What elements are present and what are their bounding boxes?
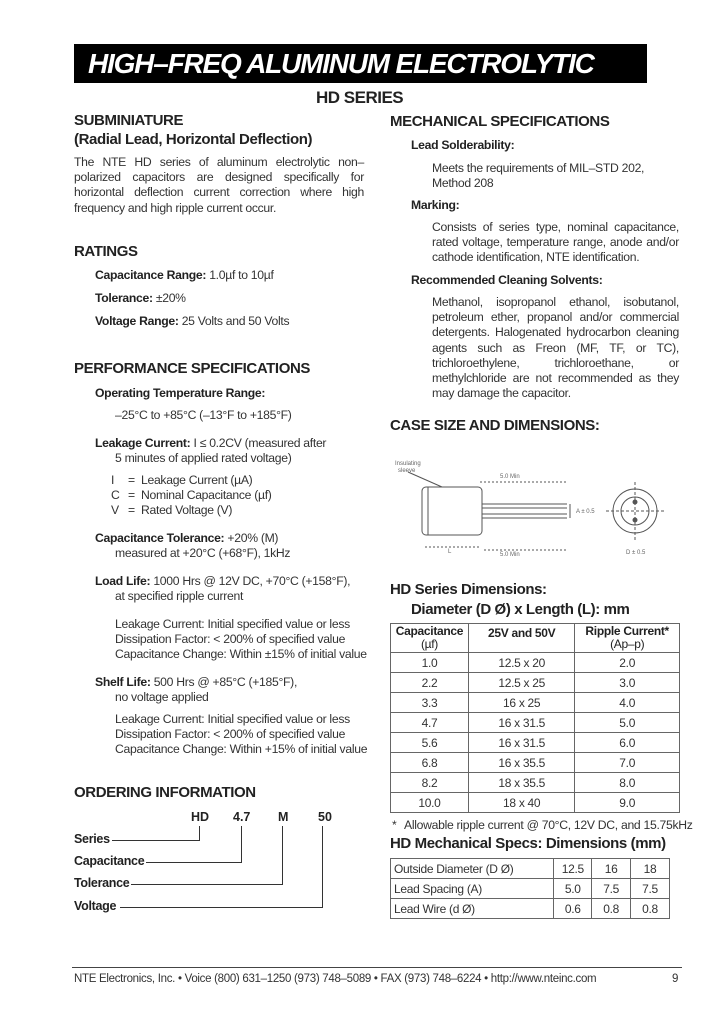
dimensions-row [391, 713, 680, 733]
load-cap-change: Capacitance Change: Within ±15% of initial value [115, 647, 367, 661]
size-cell: 16 x 31.5 [468, 733, 574, 753]
size-cell: 16 x 25 [468, 693, 574, 713]
ripple-cell: 5.0 [575, 713, 680, 733]
load-leakage: Leakage Current: Initial specified value or less [115, 617, 350, 631]
dimensions-heading-1: HD Series Dimensions: [390, 581, 547, 598]
dimensions-table [390, 623, 680, 813]
leakage-value: I ≤ 0.2CV (measured after [193, 436, 327, 450]
leakage-symbol-i: I [111, 473, 115, 487]
cleaning-text: Methanol, isopropanol ethanol, isobutanol, petroleum ether, propanol and/or commercial detergents. Halogenated hydrocarbon cleaning agents such as Freon (MF, TF, or TC), trichloroethylene, trichloroethane, or methylchloride are not recommended as they may damage the capacitor. [432, 295, 679, 401]
subminiature-subheading: (Radial Lead, Horizontal Deflection) [74, 131, 313, 148]
order-leader-series-vert [199, 826, 200, 841]
capacitance-cell: 2.2 [391, 673, 469, 693]
cap-tol-value: +20% (M) [227, 531, 279, 545]
svg-text:Insulating: Insulating [395, 461, 421, 467]
capacitance-cell: 6.8 [391, 753, 469, 773]
svg-text:5.0 Min: 5.0 Min [500, 552, 520, 558]
ripple-cell: 9.0 [575, 793, 680, 813]
svg-text:D ± 0.5: D ± 0.5 [626, 550, 646, 556]
mechanical-value-cell: 0.8 [631, 899, 670, 919]
header-ripple: Ripple Current* (Ap–p) [575, 624, 680, 653]
dimensions-row [391, 793, 680, 813]
shelf-life-label: Shelf Life: [95, 675, 151, 689]
footnote-star: * [392, 818, 397, 832]
ripple-cell: 4.0 [575, 693, 680, 713]
ripple-footnote: Allowable ripple current @ 70°C, 12V DC, and 15.75kHz [404, 818, 693, 832]
leakage-current [95, 436, 326, 451]
mechanical-value-cell: 5.0 [554, 879, 592, 899]
leakage-symbol-c: C [111, 488, 120, 502]
capacitance-cell: 4.7 [391, 713, 469, 733]
svg-text:5.0 Min: 5.0 Min [500, 474, 520, 480]
mechanical-label-cell: Lead Spacing (A) [391, 879, 554, 899]
capacitance-range [95, 268, 274, 283]
tolerance [95, 291, 186, 306]
voltage-range [95, 314, 289, 329]
mechanical-row [391, 899, 670, 919]
page-number: 9 [672, 973, 679, 985]
ratings-heading: RATINGS [74, 243, 138, 260]
lead-solderability-label: Lead Solderability: [411, 138, 515, 152]
order-code-capacitance: 4.7 [233, 810, 251, 824]
header-capacitance: Capacitance (µf) [391, 624, 469, 653]
shelf-cap-change: Capacitance Change: Within +15% of initial value [115, 742, 368, 756]
order-code-tolerance: M [278, 810, 289, 824]
marking-text: Consists of series type, nominal capacitance, rated voltage, temperature range, anode and/or cathode identification, NTE identification. [432, 220, 679, 265]
capacitance-cell: 8.2 [391, 773, 469, 793]
mechanical-label-cell: Outside Diameter (D Ø) [391, 859, 554, 879]
capacitance-cell: 3.3 [391, 693, 469, 713]
cap-tol-label: Capacitance Tolerance: [95, 531, 225, 545]
ripple-cell: 7.0 [575, 753, 680, 773]
svg-text:A ± 0.5: A ± 0.5 [576, 509, 595, 515]
capacitance-range-label: Capacitance Range: [95, 268, 207, 282]
dimensions-row [391, 773, 680, 793]
mechanical-row [391, 879, 670, 899]
performance-heading: PERFORMANCE SPECIFICATIONS [74, 360, 311, 377]
eq-sign: = [128, 503, 135, 517]
leakage-symbol-v: V [111, 503, 119, 517]
leakage-value-2: 5 minutes of applied rated voltage) [115, 451, 292, 465]
case-size-heading: CASE SIZE AND DIMENSIONS: [390, 417, 600, 434]
mechanical-heading: MECHANICAL SPECIFICATIONS [390, 113, 610, 130]
order-leader-tolerance-vert [282, 826, 283, 885]
eq-sign: = [128, 488, 135, 502]
load-life-value-2: at specified ripple current [115, 589, 244, 603]
eq-sign: = [128, 473, 135, 487]
shelf-dissipation: Dissipation Factor: < 200% of specified value [115, 727, 346, 741]
voltage-range-label: Voltage Range: [95, 314, 179, 328]
mechanical-value-cell: 12.5 [554, 859, 592, 879]
shelf-life-value: 500 Hrs @ +85°C (+185°F), [153, 675, 298, 689]
order-label-voltage: Voltage [74, 899, 117, 913]
capacitor-body [422, 487, 482, 535]
ripple-cell: 3.0 [575, 673, 680, 693]
operating-temp-label: Operating Temperature Range: [95, 386, 266, 400]
size-cell: 16 x 35.5 [468, 753, 574, 773]
load-life-value: 1000 Hrs @ 12V DC, +70°C (+158°F), [153, 574, 351, 588]
capacitance-cell: 10.0 [391, 793, 469, 813]
voltage-range-value: 25 Volts and 50 Volts [181, 314, 290, 328]
size-cell: 12.5 x 25 [468, 673, 574, 693]
size-cell: 18 x 35.5 [468, 773, 574, 793]
order-label-tolerance: Tolerance [74, 876, 130, 890]
order-leader-tolerance [131, 884, 283, 885]
dimensions-row [391, 693, 680, 713]
ripple-cell: 8.0 [575, 773, 680, 793]
load-dissipation: Dissipation Factor: < 200% of specified value [115, 632, 346, 646]
tolerance-value: ±20% [155, 291, 186, 305]
order-label-capacitance: Capacitance [74, 854, 145, 868]
mechanical-value-cell: 18 [631, 859, 670, 879]
size-cell: 12.5 x 20 [468, 653, 574, 673]
marking-label: Marking: [411, 198, 460, 212]
page-title: HIGH–FREQ ALUMINUM ELECTROLYTIC [88, 48, 594, 79]
shelf-leakage: Leakage Current: Initial specified value or less [115, 712, 350, 726]
ordering-heading: ORDERING INFORMATION [74, 784, 256, 801]
leakage-desc-c: Nominal Capacitance (µf) [141, 488, 272, 502]
series-title: HD SERIES [316, 88, 404, 107]
order-label-series: Series [74, 832, 110, 846]
capacitance-tolerance [95, 531, 278, 546]
order-leader-voltage-vert [322, 826, 323, 908]
header-size: 25V and 50V [468, 624, 574, 653]
dimensions-row [391, 673, 680, 693]
operating-temp-value: –25°C to +85°C (–13°F to +185°F) [115, 408, 292, 422]
tolerance-label: Tolerance: [95, 291, 153, 305]
capacitor-diagram [392, 452, 682, 564]
dimensions-row [391, 733, 680, 753]
mechanical-label-cell: Lead Wire (d Ø) [391, 899, 554, 919]
lead-solderability-text: Meets the requirements of MIL–STD 202, Method 208 [432, 161, 645, 191]
dimensions-row [391, 753, 680, 773]
cleaning-label: Recommended Cleaning Solvents: [411, 273, 603, 287]
mechanical-table [390, 858, 670, 919]
capacitance-cell: 5.6 [391, 733, 469, 753]
mechanical-value-cell: 7.5 [631, 879, 670, 899]
order-leader-series [112, 840, 200, 841]
svg-text:sleeve: sleeve [398, 468, 416, 474]
ripple-cell: 2.0 [575, 653, 680, 673]
shelf-life [95, 675, 297, 690]
leakage-desc-i: Leakage Current (µA) [141, 473, 253, 487]
order-leader-capacitance [146, 862, 242, 863]
leakage-desc-v: Rated Voltage (V) [141, 503, 233, 517]
dimensions-row [391, 653, 680, 673]
capacitance-cell: 1.0 [391, 653, 469, 673]
size-cell: 16 x 31.5 [468, 713, 574, 733]
subminiature-heading: SUBMINIATURE [74, 112, 184, 129]
svg-text:L: L [448, 549, 452, 555]
mechanical-value-cell: 7.5 [592, 879, 631, 899]
order-code-series: HD [191, 810, 210, 824]
load-life [95, 574, 350, 589]
mechanical-value-cell: 16 [592, 859, 631, 879]
mechanical-specs-heading: HD Mechanical Specs: Dimensions (mm) [390, 835, 666, 852]
mechanical-value-cell: 0.6 [554, 899, 592, 919]
dimensions-heading-2: Diameter (D Ø) x Length (L): mm [411, 601, 630, 618]
size-cell: 18 x 40 [468, 793, 574, 813]
footer-divider [72, 967, 682, 968]
dimensions-header-row [391, 624, 680, 653]
intro-text: The NTE HD series of aluminum electrolytic non–polarized capacitors are designed specifically for horizontal deflection current correction where high frequency and high ripple current occur. [74, 155, 364, 215]
order-leader-voltage [120, 907, 323, 908]
order-leader-capacitance-vert [241, 826, 242, 863]
title-bar [74, 44, 647, 83]
cap-tol-value-2: measured at +20°C (+68°F), 1kHz [115, 546, 291, 560]
mechanical-value-cell: 0.8 [592, 899, 631, 919]
footer-contact: NTE Electronics, Inc. • Voice (800) 631–1250 (973) 748–5089 • FAX (973) 748–6224 • http://www.nteinc.com [74, 973, 597, 985]
ripple-cell: 6.0 [575, 733, 680, 753]
load-life-label: Load Life: [95, 574, 151, 588]
leakage-label: Leakage Current: [95, 436, 191, 450]
order-code-voltage: 50 [318, 810, 332, 824]
mechanical-row [391, 859, 670, 879]
capacitance-range-value: 1.0µf to 10µf [209, 268, 274, 282]
shelf-life-value-2: no voltage applied [115, 690, 209, 704]
